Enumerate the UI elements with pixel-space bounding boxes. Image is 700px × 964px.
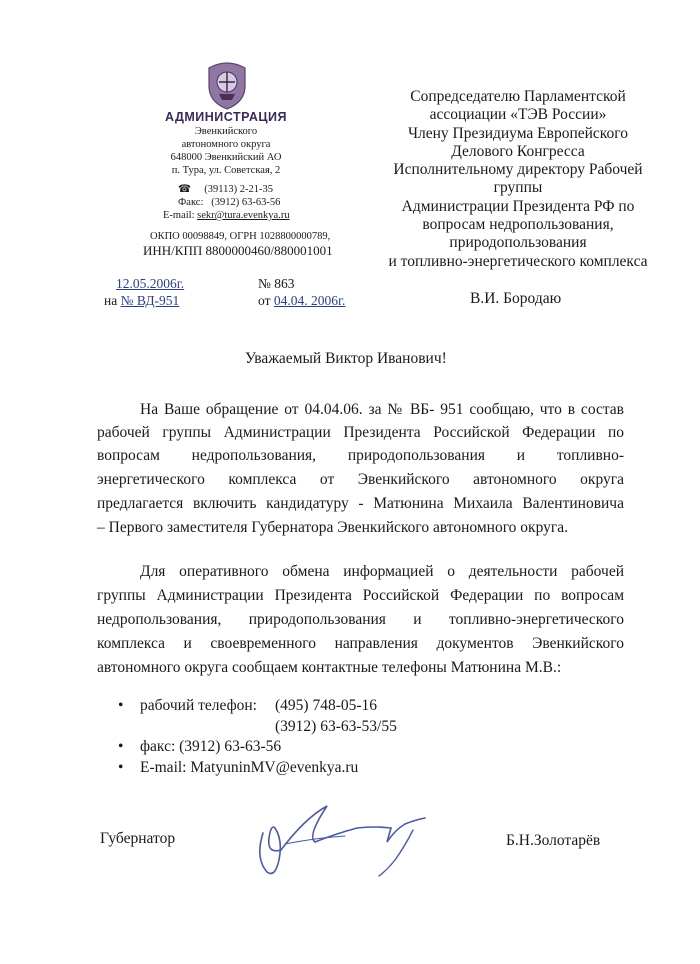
recipient-block [368, 88, 668, 271]
coat-of-arms-emblem [205, 60, 249, 110]
bullet-icon: • [118, 697, 124, 714]
contact-email: E-mail: MatyuninMV@evenkya.ru [140, 759, 359, 776]
paragraph-1-line: – Первого заместителя Губернатора Эвенкийского автономного округа. [97, 519, 568, 536]
signatory-name: Б.Н.Золотарёв [506, 832, 601, 849]
sender-line: автономного округа [181, 139, 271, 150]
recipient-line: вопросам недропользования, [422, 216, 614, 234]
recipient-line: Делового Конгресса [451, 142, 585, 160]
incoming-date-value: 04.04. 2006г. [273, 293, 346, 308]
paragraph-1-line: вопросам недропользования, природопользования и топливно- [97, 447, 624, 464]
signatory-position: Губернатор [100, 830, 176, 847]
sender-email-label: E-mail: [163, 210, 195, 221]
work-phone-label: рабочий телефон: [140, 697, 257, 714]
recipient-line: Члену Президиума Европейского [407, 124, 629, 142]
paragraph-1-line: На Ваше обращение от 04.04.06. за № ВБ- 951 сообщаю, что в состав [140, 401, 624, 418]
sender-okpo: ОКПО 00098849, ОГРН 1028800000789, [150, 231, 331, 242]
sender-phone-number: (39113) 2-21-35 [204, 184, 273, 195]
work-phone-1: (495) 748-05-16 [275, 697, 378, 714]
paragraph-1-line: рабочей группы Администрации Президента Российской Федерации по [97, 424, 624, 441]
recipient-line: группы [493, 179, 543, 197]
sender-fax [178, 196, 280, 209]
recipient-line: Исполнительному директору Рабочей [393, 161, 643, 179]
outgoing-number: № 863 [258, 276, 295, 291]
salutation: Уважаемый Виктор Иванович! [245, 350, 447, 367]
recipient-line: Сопредседателю Парламентской [410, 88, 626, 105]
recipient-line: ассоциации «ТЭВ России» [429, 106, 607, 124]
sender-email [163, 209, 290, 222]
recipient-line: Администрации Президента РФ по [401, 197, 635, 215]
incoming-ref-label: на [104, 293, 118, 308]
bullet-icon: • [118, 759, 124, 776]
paragraph-2-line: недропользования, природопользования и топливно-энергетического [97, 611, 624, 628]
sender-line: 648000 Эвенкийский АО [170, 152, 282, 163]
incoming-date [258, 293, 345, 309]
paragraph-2-line: группы Администрации Президента Российской Федерации по вопросам [97, 587, 624, 604]
recipient-name: В.И. Бородаю [470, 290, 562, 307]
sender-title: АДМИНИСТРАЦИЯ [164, 110, 288, 124]
incoming-date-label: от [258, 293, 271, 308]
incoming-ref [104, 293, 179, 309]
outgoing-date: 12.05.2006г. [116, 276, 185, 291]
sender-line: Эвенкийского [194, 126, 258, 137]
paragraph-2-line: Для оперативного обмена информацией о деятельности рабочей [140, 563, 624, 580]
work-phone-2: (3912) 63-63-53/55 [275, 718, 397, 735]
sender-inn: ИНН/КПП 8800000460/880001001 [143, 243, 333, 258]
handwritten-signature [245, 798, 445, 888]
sender-line: п. Тура, ул. Советская, 2 [171, 165, 281, 176]
sender-fax-label: Факс: [178, 197, 204, 208]
sender-block [148, 110, 304, 177]
paragraph-2-line: автономного округа сообщаем контактные телефоны Матюнина М.В.: [97, 659, 562, 676]
contact-fax: факс: (3912) 63-63-56 [140, 738, 282, 755]
sender-email-link[interactable]: sekr@tura.evenkya.ru [197, 210, 290, 221]
phone-icon: ☎ [178, 184, 192, 195]
paragraph-1-line: энергетического комплекса от Эвенкийского автономного округа [97, 471, 624, 488]
paragraph-1-line: предлагается включить кандидатуру - Матюнина Михаила Валентиновича [97, 495, 624, 512]
paragraph-2-line: комплекса и своевременного направления документов Эвенкийского [97, 635, 624, 652]
recipient-line: природопользования [449, 234, 587, 252]
sender-phone [178, 183, 273, 196]
bullet-icon: • [118, 738, 124, 755]
incoming-ref-number: № ВД-951 [120, 293, 180, 308]
recipient-line: и топливно-энергетического комплекса [388, 252, 648, 270]
sender-fax-number: (3912) 63-63-56 [211, 197, 281, 208]
